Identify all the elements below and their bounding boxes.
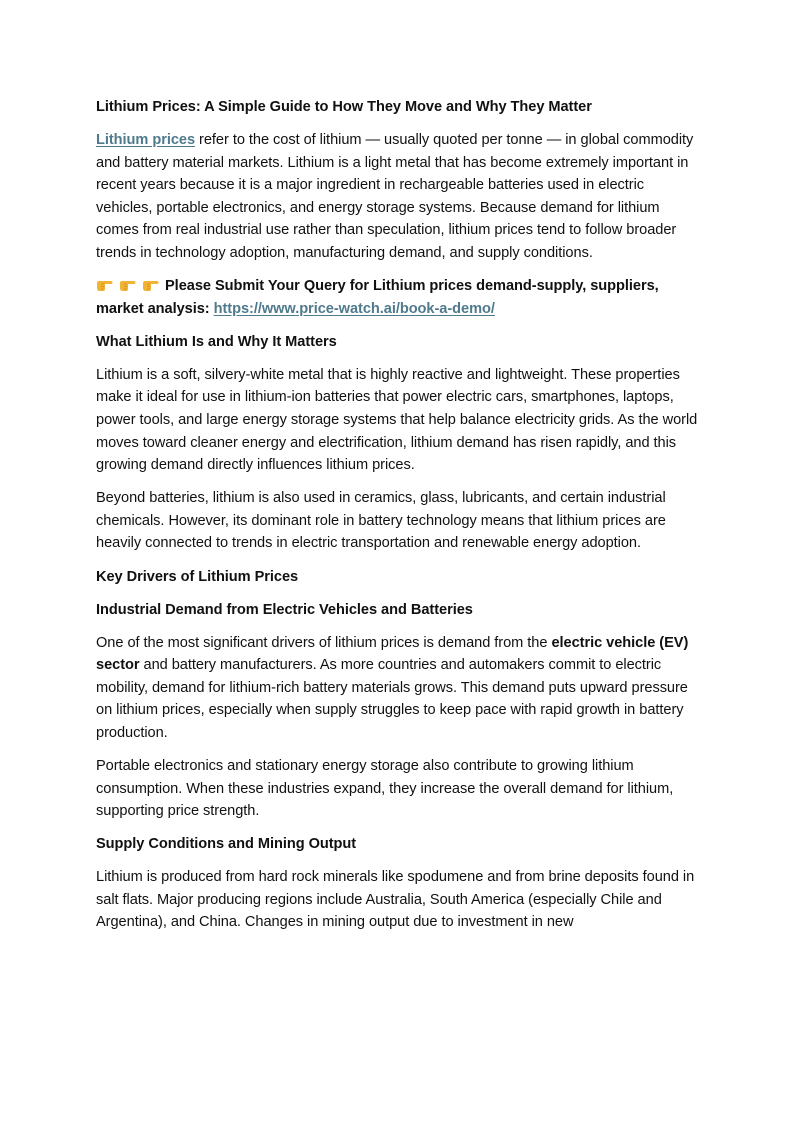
section-heading-what: What Lithium Is and Why It Matters xyxy=(96,333,337,350)
demand-text-after: and battery manufacturers. As more countries and automakers commit to electric mobility, demand for lithium-rich battery materials grows. This demand puts upward pressure on lithium prices, especially when supply struggles to keep pace with rapid growth in battery production. xyxy=(96,657,688,741)
section-heading-supply: Supply Conditions and Mining Output xyxy=(96,836,357,853)
document-title: Lithium Prices: A Simple Guide to How They Move and Why They Matter xyxy=(96,99,592,115)
book-demo-link[interactable]: https://www.price-watch.ai/book-a-demo/ xyxy=(213,300,495,317)
supply-paragraph-1: Lithium is produced from hard rock minerals like spodumene and from brine deposits found in salt flats. Major producing regions include Australia, South America (especially Chile and Argentina), and China. Changes in mining output due to investment in new xyxy=(96,869,695,931)
section-heading-drivers: Key Drivers of Lithium Prices xyxy=(96,568,299,585)
section-heading-demand: Industrial Demand from Electric Vehicles and Batteries xyxy=(96,601,473,618)
lithium-prices-link[interactable]: Lithium prices xyxy=(96,132,196,148)
demand-paragraph-2: Portable electronics and stationary energy storage also contribute to growing lithium consumption. When these industries expand, they increase the overall demand for lithium, supporting price strength. xyxy=(96,757,674,820)
intro-paragraph xyxy=(96,129,698,265)
pointing-hand-icon xyxy=(142,277,159,292)
cta-paragraph xyxy=(96,275,698,320)
demand-paragraph-1 xyxy=(96,632,698,745)
what-paragraph-1: Lithium is a soft, silvery-white metal that is highly reactive and lightweight. These properties make it ideal for use in lithium-ion batteries that power electric cars, smartphones, laptops, power tools, and large energy storage systems that help balance electricity grids. As the world moves toward cleaner energy and electrification, lithium demand has risen rapidly, and this growing demand directly influences lithium prices. xyxy=(96,366,698,474)
intro-text: refer to the cost of lithium — usually quoted per tonne — in global commodity and battery material markets. Lithium is a light metal that has become extremely important in recent years because it is a major ingredient in rechargeable batteries used in electric vehicles, portable electronics, and energy storage systems. Because demand for lithium comes from real industrial use rather than speculation, lithium prices tend to follow broader trends in technology adoption, manufacturing demand, and supply conditions. xyxy=(96,132,694,261)
what-paragraph-2: Beyond batteries, lithium is also used in ceramics, glass, lubricants, and certain industrial chemicals. However, its dominant role in battery technology means that lithium prices are heavily connected to trends in electric transportation and renewable energy adoption. xyxy=(96,490,666,552)
cta-text: Please Submit Your Query for Lithium prices demand-supply, suppliers, market analysis: xyxy=(96,278,659,317)
pointing-hand-icon xyxy=(96,277,113,292)
demand-text-before: One of the most significant drivers of lithium prices is demand from the xyxy=(96,634,552,651)
ev-sector-emphasis: electric vehicle (EV) sector xyxy=(96,634,689,674)
pointing-hand-icon xyxy=(119,277,136,292)
